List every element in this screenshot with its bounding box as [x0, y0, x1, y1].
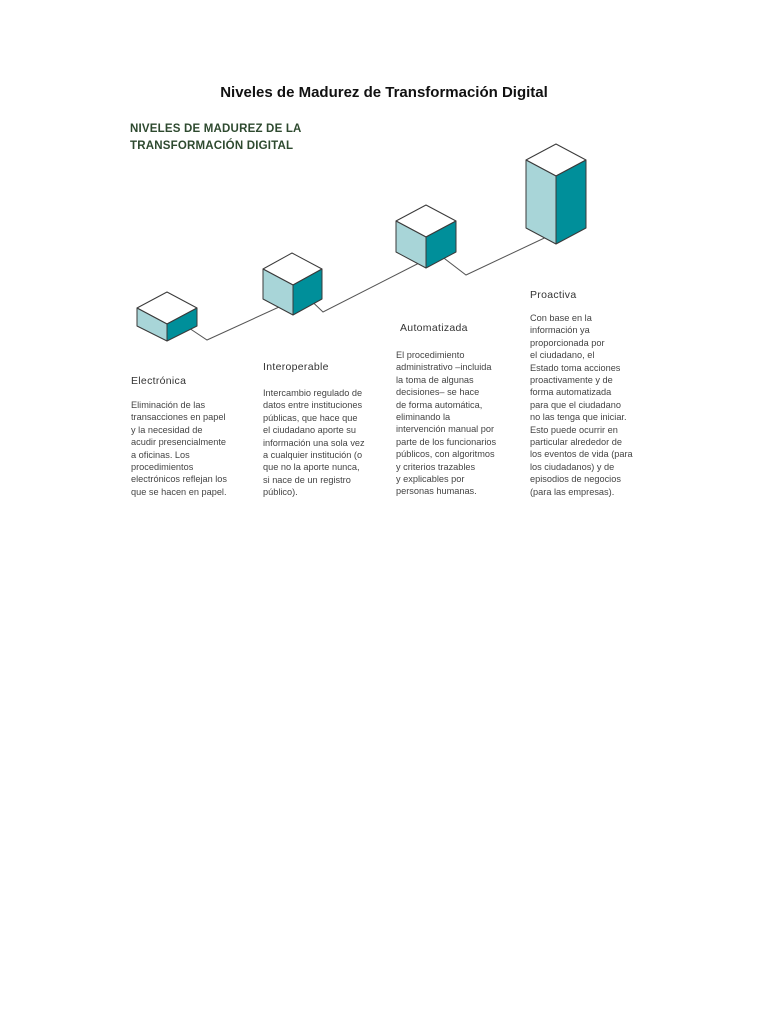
desc-line: particular alrededor de	[530, 437, 622, 448]
desc-line: intervención manual por	[396, 424, 495, 435]
diagram-title-line-1: NIVELES DE MADUREZ DE LA	[130, 123, 302, 135]
desc-line: la toma de algunas	[396, 374, 474, 385]
desc-line: y la necesidad de	[131, 424, 203, 435]
desc-line: Esto puede ocurrir en	[530, 424, 618, 435]
level-desc-interoperable	[263, 387, 381, 499]
desc-line: transacciones en papel	[131, 412, 226, 423]
desc-line: información una sola vez	[263, 437, 365, 448]
cube-electronica	[137, 292, 197, 341]
desc-line: personas humanas.	[396, 486, 477, 497]
desc-line: para que el ciudadano	[530, 399, 621, 410]
desc-line: Intercambio regulado de	[263, 388, 363, 398]
desc-line: episodios de negocios	[530, 474, 621, 485]
desc-line: El procedimiento	[396, 350, 465, 360]
level-name-proactiva: Proactiva	[530, 289, 577, 301]
desc-line: que se hacen en papel.	[131, 486, 227, 497]
desc-line: y explicables por	[396, 474, 465, 485]
cube-proactiva	[526, 144, 586, 244]
desc-line: parte de los funcionarios	[396, 436, 497, 447]
desc-line: proactivamente y de	[530, 375, 613, 386]
desc-line: los ciudadanos) y de	[530, 461, 615, 472]
desc-line: decisiones– se hace	[396, 387, 480, 398]
desc-line: y criterios trazables	[396, 461, 476, 472]
diagram-title-line-2: TRANSFORMACIÓN DIGITAL	[130, 140, 294, 152]
desc-line: electrónicos reflejan los	[131, 474, 228, 485]
desc-line: a oficinas. Los	[131, 449, 190, 460]
desc-line: proporcionada por	[530, 337, 605, 348]
desc-line: el ciudadano, el	[530, 350, 595, 361]
desc-line: públicas, que hace que	[263, 412, 358, 423]
level-name-automatizada: Automatizada	[400, 322, 468, 334]
level-desc-automatizada	[396, 349, 514, 498]
desc-line: Eliminación de las	[131, 400, 206, 410]
desc-line: que no la aporte nunca,	[263, 462, 360, 473]
desc-line: Estado toma acciones	[530, 362, 621, 373]
desc-line: Con base en la	[530, 313, 592, 323]
level-name-interoperable: Interoperable	[263, 361, 329, 373]
desc-line: los eventos de vida (para	[530, 449, 633, 460]
desc-line: administrativo –incluida	[396, 362, 492, 373]
level-desc-proactiva	[530, 312, 648, 498]
desc-line: acudir presencialmente	[131, 437, 226, 448]
desc-line: (para las empresas).	[530, 486, 615, 497]
desc-line: información ya	[530, 325, 590, 336]
cube-interoperable	[263, 253, 322, 315]
desc-line: eliminando la	[396, 412, 451, 423]
desc-line: a cualquier institución (o	[263, 450, 363, 461]
level-desc-electronica	[131, 399, 249, 498]
desc-line: de forma automática,	[396, 399, 483, 410]
desc-line: procedimientos	[131, 462, 194, 473]
desc-line: el ciudadano aporte su	[263, 425, 356, 436]
desc-line: público).	[263, 487, 298, 498]
desc-line: públicos, con algoritmos	[396, 449, 495, 460]
level-name-electronica: Electrónica	[131, 375, 187, 387]
cube-automatizada	[396, 205, 456, 268]
desc-line: no las tenga que iniciar.	[530, 412, 627, 423]
desc-line: datos entre instituciones	[263, 400, 363, 411]
connector-line	[180, 233, 555, 340]
page-title: Niveles de Madurez de Transformación Digital	[220, 84, 548, 101]
desc-line: si nace de un registro	[263, 474, 351, 485]
desc-line: forma automatizada	[530, 387, 612, 398]
